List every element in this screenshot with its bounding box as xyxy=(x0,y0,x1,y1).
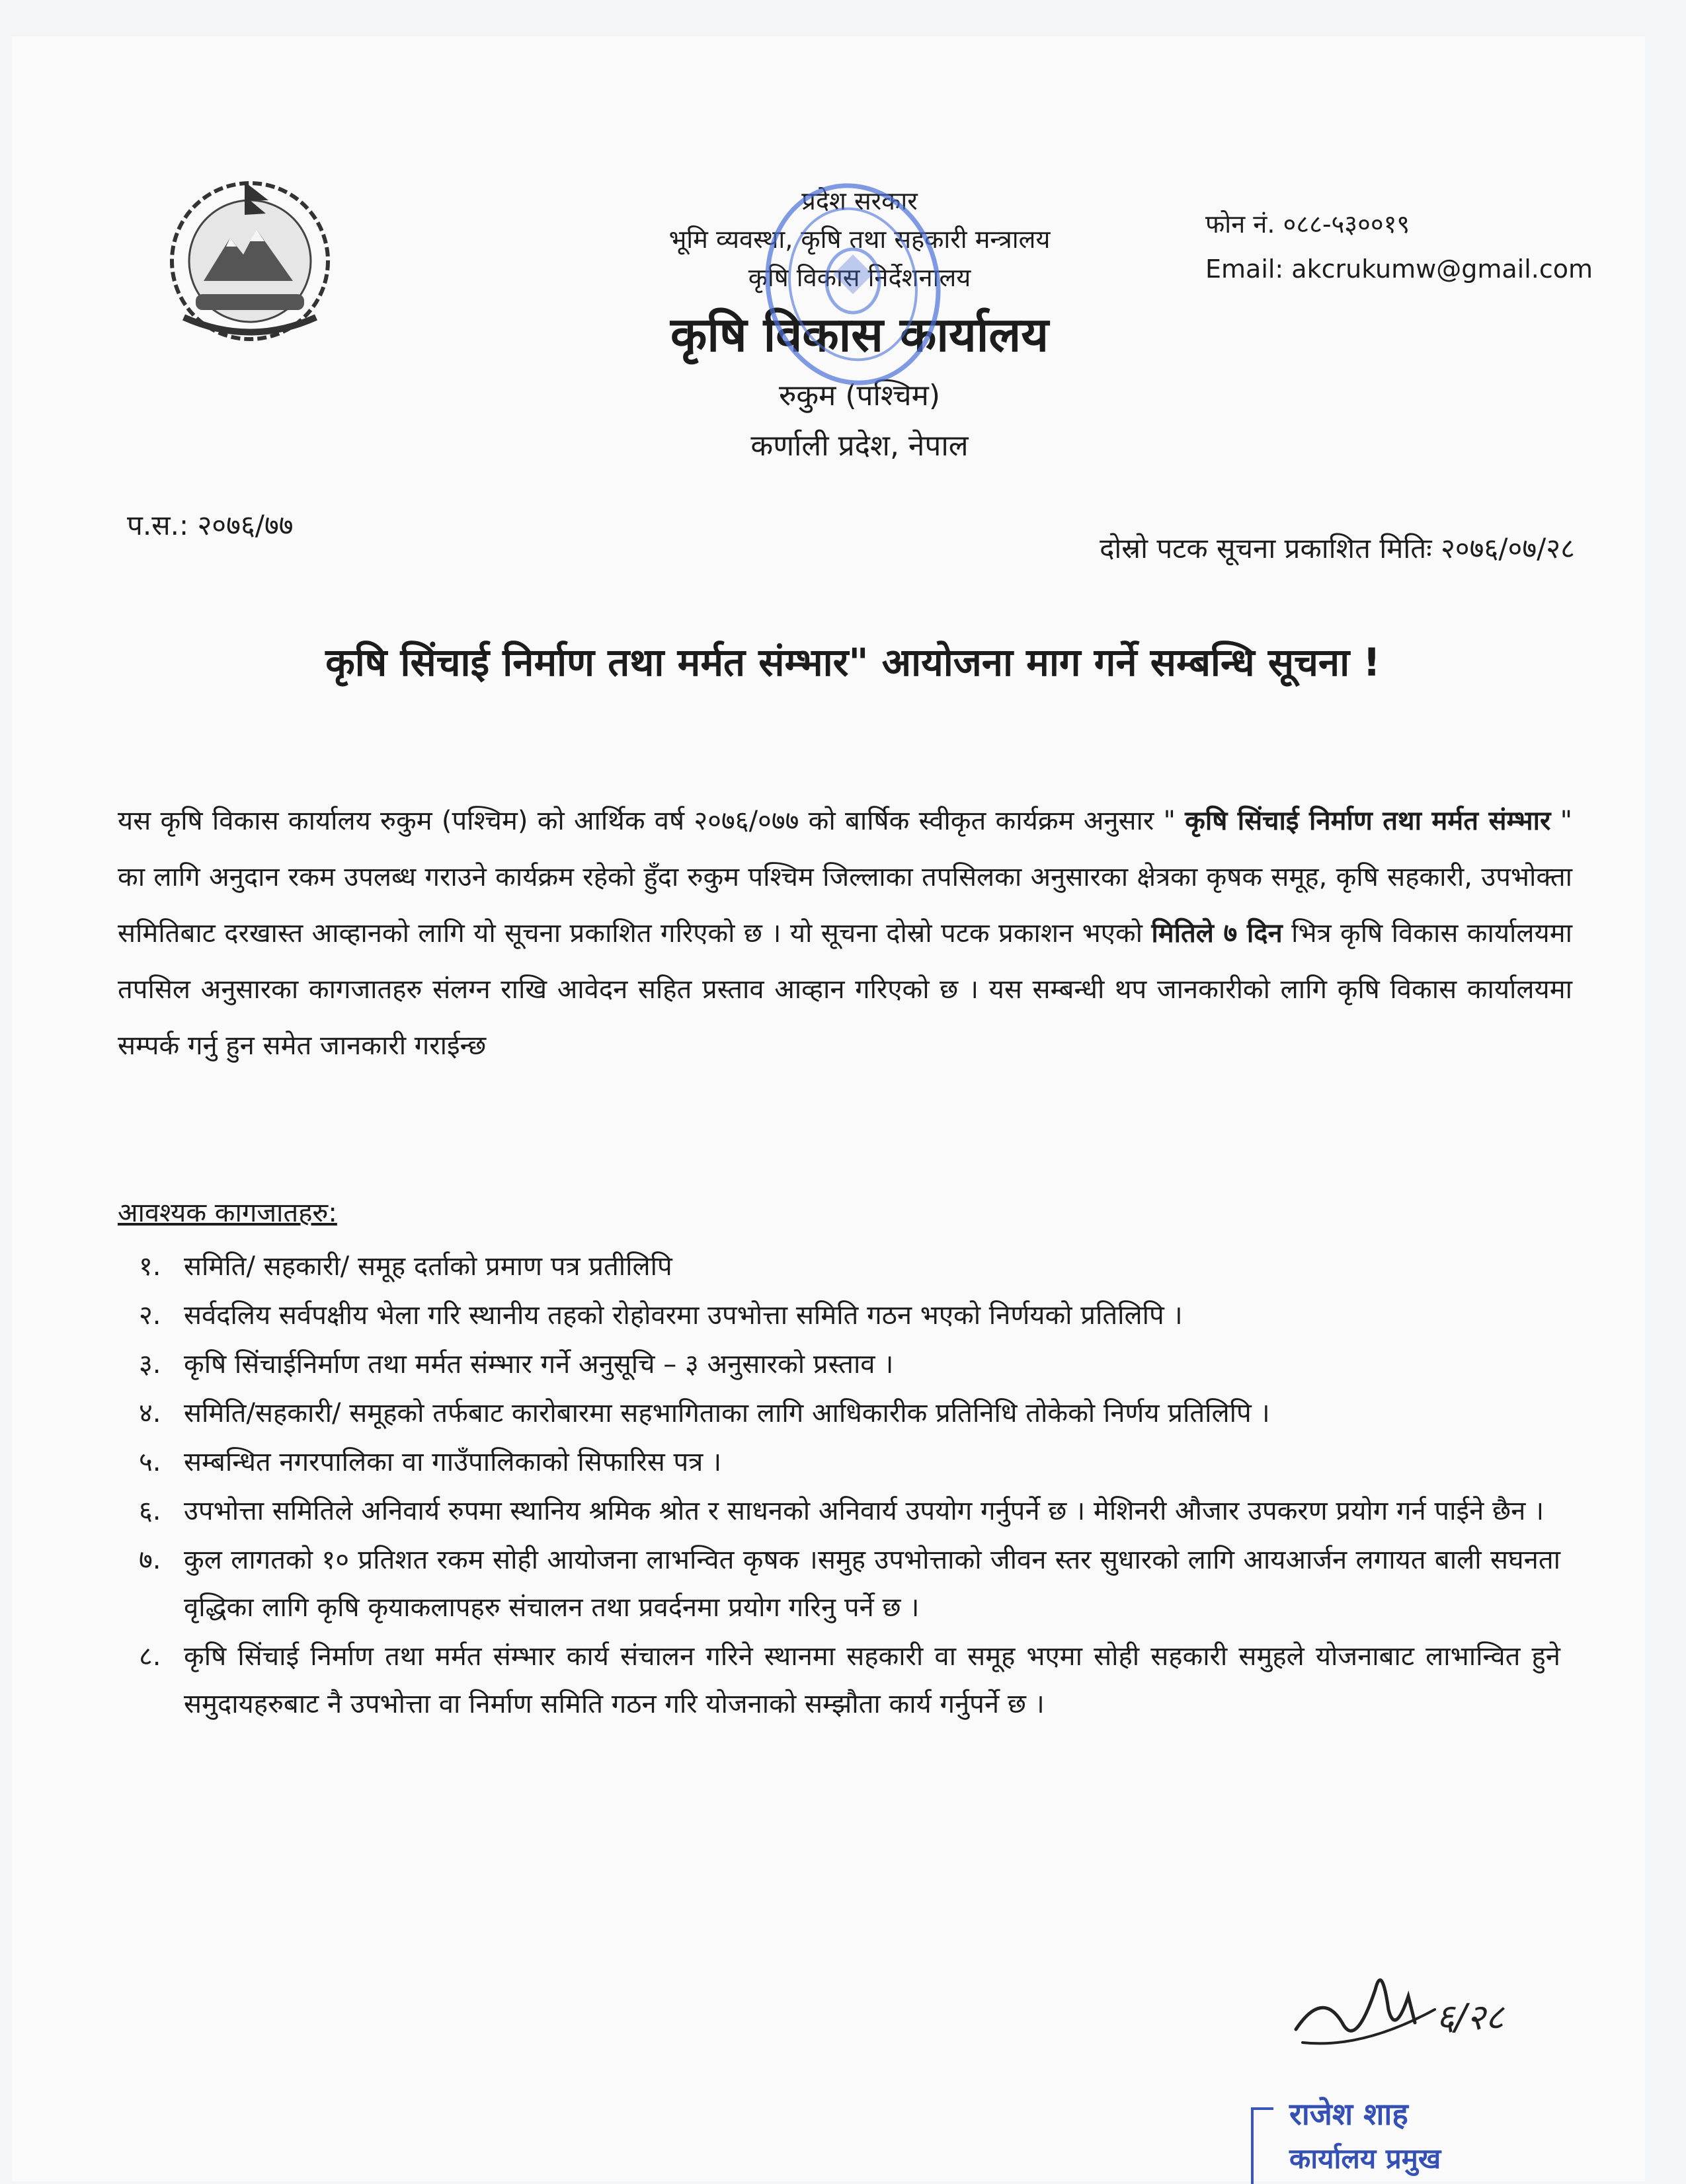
body-bold-deadline: मितिले ७ दिन xyxy=(1151,918,1283,949)
directorate-name: कृषि विकास निर्देशनालय xyxy=(748,263,971,292)
body-text-3: भित्र कृषि विकास कार्यालयमा तपसिल अनुसारका कागजातहरु संलग्न राखि आवेदन सहित प्रस्ताव आव्हान गरिएको छ । यस सम्बन्धी थप जानकारीको लागि कृषि विकास कार्यालयमा सम्पर्क गर्नु हुन समेत जानकारी गराईन्छ xyxy=(118,918,1572,1061)
item-number: ३. xyxy=(139,1349,161,1380)
item-text: कुल लागतको १० प्रतिशत रकम सोही आयोजना लाभन्वित कृषक ।समुह उपभोत्ताको जीवन स्तर सुधारको लागि आयआर्जन लगायत बाली सघनता वृद्धिका लागि कृषि कृयाकलापहरु संचालन तथा प्रवर्दनमा प्रयोग गरिनु पर्ने छ । xyxy=(184,1545,1560,1623)
district-name: रुकुम (पश्चिम) xyxy=(778,379,941,412)
list-item xyxy=(139,1341,1560,1388)
signatory-role: कार्यालय प्रमुख xyxy=(1289,2142,1441,2175)
province-name: कर्णाली प्रदेश, नेपाल xyxy=(750,429,969,463)
notice-body xyxy=(118,793,1572,1074)
reference-number: प.स.: २०७६/७७ xyxy=(127,509,294,541)
signatory-name: राजेश शाह xyxy=(1289,2096,1408,2132)
item-text: सर्वदलिय सर्वपक्षीय भेला गरि स्थानीय तहको रोहोवरमा उपभोत्ता समिति गठन भएको निर्णयको प्रतिलिपि । xyxy=(184,1300,1183,1331)
item-number: ५. xyxy=(139,1447,161,1477)
signatory-stamp xyxy=(1243,2089,1554,2181)
item-text: समिति/ सहकारी/ समूह दर्ताको प्रमाण पत्र प्रतीलिपि xyxy=(184,1251,672,1282)
item-text: उपभोत्ता समितिले अनिवार्य रुपमा स्थानिय श्रमिक श्रोत र साधनको अनिवार्य उपयोग गर्नुपर्ने छ । मेशिनरी औजार उपकरण प्रयोग गर्न पाईने छैन । xyxy=(184,1496,1545,1526)
govt-name: प्रदेश सरकार xyxy=(801,186,918,215)
list-item xyxy=(139,1487,1560,1535)
list-item xyxy=(139,1633,1560,1728)
body-bold-program: कृषि सिंचाई निर्माण तथा मर्मत संम्भार xyxy=(1185,806,1551,836)
item-text: समिति/सहकारी/ समूहको तर्फबाट कारोबारमा सहभागिताका लागि आधिकारीक प्रतिनिधि तोकेको निर्णय प्रतिलिपि । xyxy=(184,1398,1270,1428)
body-text-1: यस कृषि विकास कार्यालय रुकुम (पश्चिम) को आर्थिक वर्ष २०७६/०७७ को बार्षिक स्वीकृत कार्यक्रम अनुसार " xyxy=(118,806,1176,836)
office-title: कृषि विकास कार्यालय xyxy=(670,307,1049,362)
list-item xyxy=(139,1536,1560,1631)
phone-number: फोन नं. ०८८-५३००१९ xyxy=(1205,210,1410,239)
item-text: सम्बन्धित नगरपालिका वा गाउँपालिकाको सिफारिस पत्र । xyxy=(184,1447,722,1477)
list-item xyxy=(139,1438,1560,1486)
item-number: ६. xyxy=(139,1496,161,1526)
handwritten-signature-icon xyxy=(1283,1950,1521,2062)
list-item xyxy=(139,1292,1560,1339)
office-stamp-icon xyxy=(754,175,952,393)
ministry-name: भूमि व्यवस्था, कृषि तथा सहकारी मन्त्रालय xyxy=(668,225,1051,254)
item-number: २. xyxy=(139,1300,161,1331)
stamp-bracket xyxy=(1251,2107,1273,2184)
documents-list xyxy=(139,1243,1560,1729)
item-number: ७. xyxy=(139,1545,161,1575)
item-number: ४. xyxy=(139,1398,161,1428)
nepal-emblem-icon xyxy=(157,169,342,354)
signature-date: ६/२८ xyxy=(1436,1996,1504,2038)
contact-block xyxy=(1205,202,1593,292)
item-number: १. xyxy=(139,1251,161,1282)
body-text-2: " का लागि अनुदान रकम उपलब्ध गराउने कार्यक्रम रहेको हुँदा रुकुम पश्चिम जिल्लाका तपसिलका अनुसारका क्षेत्रका कृषक समूह, कृषि सहकारी, उपभोक्ता समितिबाट दरखास्त आव्हानको लागि यो सूचना प्रकाशित गरिएको छ । यो सूचना दोस्रो पटक प्रकाशन भएको xyxy=(118,806,1572,949)
list-item xyxy=(139,1243,1560,1290)
documents-heading: आवश्यक कागजातहरु: xyxy=(118,1198,337,1228)
item-text: कृषि सिंचाईनिर्माण तथा मर्मत संम्भार गर्ने अनुसूचि – ३ अनुसारको प्रस्ताव । xyxy=(184,1349,894,1380)
list-item xyxy=(139,1389,1560,1437)
publish-date: दोस्रो पटक सूचना प्रकाशित मितिः २०७६/०७/२८ xyxy=(1100,532,1575,565)
item-text: कृषि सिंचाई निर्माण तथा मर्मत संम्भार कार्य संचालन गरिने स्थानमा सहकारी वा समूह भएमा सोही सहकारी समुहले योजनाबाट लाभान्वित हुने समुदायहरुबाट नै उपभोत्ता वा निर्माण समिति गठन गरि योजनाको सम्झौता कार्य गर्नुपर्ने छ । xyxy=(184,1641,1560,1719)
email-address: Email: akcrukumw@gmail.com xyxy=(1205,254,1593,284)
item-number: ८. xyxy=(139,1641,161,1672)
notice-title: कृषि सिंचाई निर्माण तथा मर्मत संम्भार" आयोजना माग गर्ने सम्बन्धि सूचना ! xyxy=(325,640,1381,685)
